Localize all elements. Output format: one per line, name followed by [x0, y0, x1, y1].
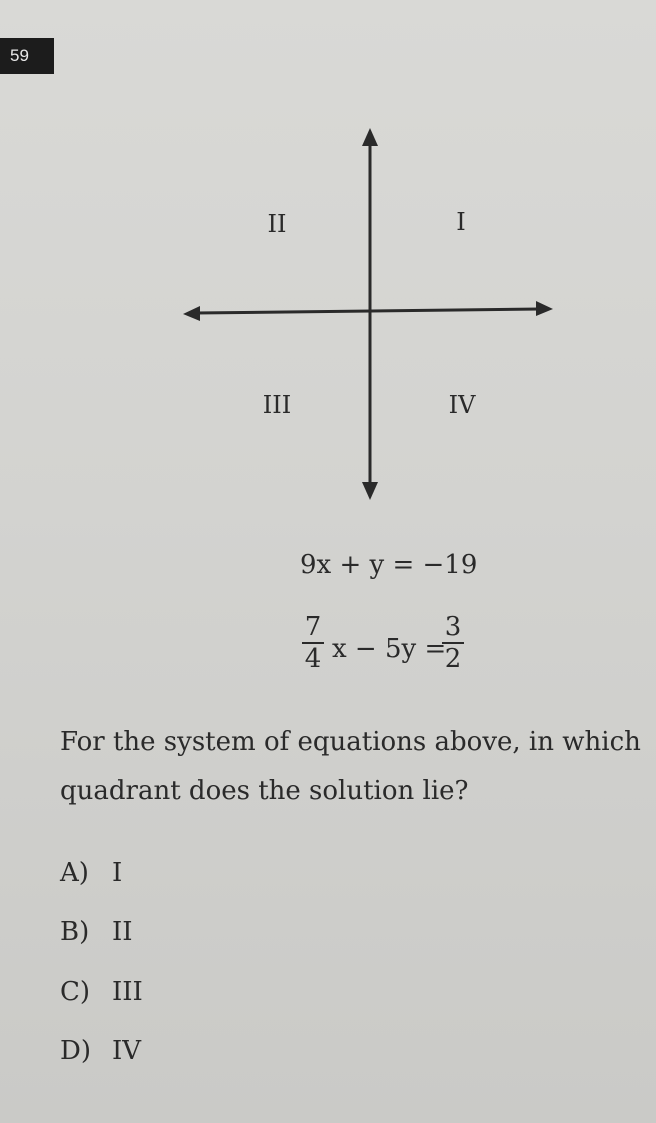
equation-1: 9x + y = −19 — [300, 550, 478, 580]
choice-text: II — [112, 917, 133, 947]
choice-letter: D) — [60, 1036, 91, 1066]
quadrant-label-i: I — [456, 208, 466, 236]
x-axis-left-arrow — [183, 306, 200, 321]
x-axis — [196, 309, 540, 313]
choice-text: III — [112, 977, 143, 1007]
x-axis-right-arrow — [536, 301, 553, 316]
quadrant-label-iv: IV — [448, 391, 476, 419]
y-axis-down-arrow — [362, 482, 378, 500]
equation-2-middle: x − 5y = — [332, 634, 447, 664]
choice-b[interactable] — [60, 917, 133, 947]
fraction-numerator: 3 — [444, 612, 462, 642]
quadrant-label-iii: III — [262, 391, 292, 419]
question-number: 59 — [10, 46, 29, 65]
choice-c[interactable] — [60, 977, 143, 1007]
fraction-seven-fourths — [300, 612, 326, 674]
choice-text: IV — [112, 1036, 142, 1066]
coordinate-plane — [0, 0, 656, 520]
fraction-three-halves — [440, 612, 466, 674]
choice-letter: A) — [60, 858, 89, 888]
question-text: For the system of equations above, in which quadrant does the solution lie? — [60, 727, 641, 806]
fraction-denominator: 4 — [304, 644, 322, 674]
quadrant-label-ii: II — [267, 210, 287, 238]
choice-letter: C) — [60, 977, 91, 1007]
choice-d[interactable] — [60, 1036, 141, 1066]
y-axis-up-arrow — [362, 128, 378, 146]
fraction-denominator: 2 — [444, 644, 462, 674]
choice-text: I — [112, 858, 123, 888]
choice-a[interactable] — [60, 858, 122, 888]
choice-letter: B) — [60, 917, 90, 947]
fraction-numerator: 7 — [304, 612, 322, 642]
